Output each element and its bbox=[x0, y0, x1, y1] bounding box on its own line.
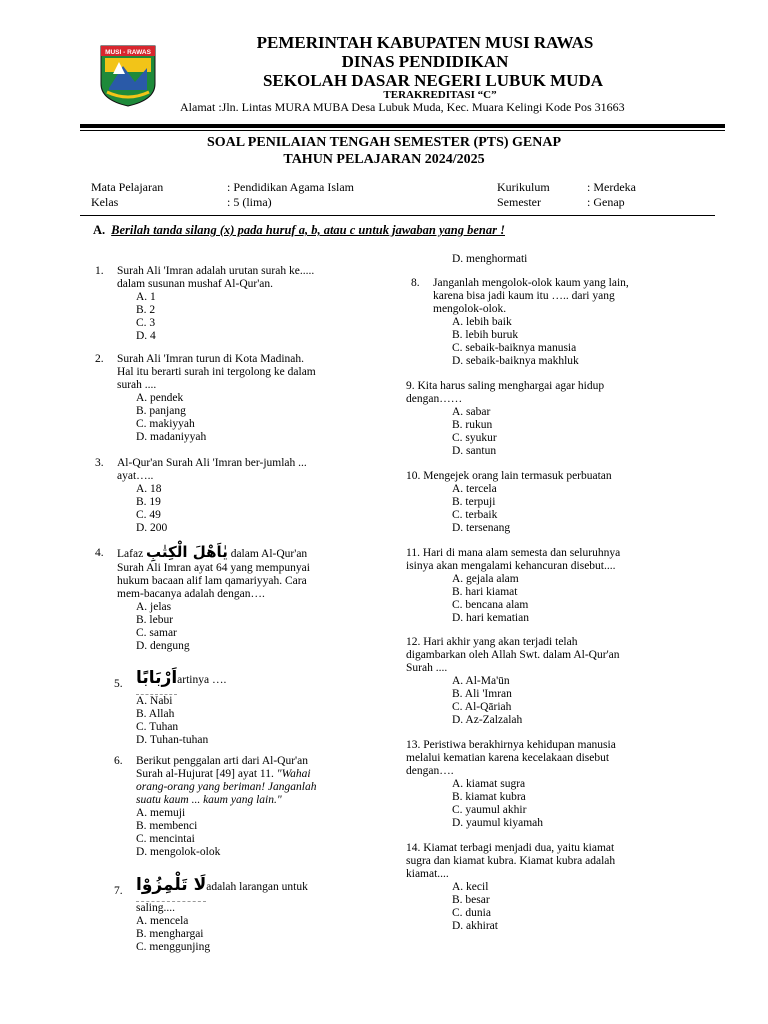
option-a[interactable]: A. jelas bbox=[136, 601, 172, 613]
arabic-text: اَرْبَابًا bbox=[136, 668, 178, 688]
option-c[interactable]: C. yaumul akhir bbox=[452, 804, 527, 816]
option-b[interactable]: B. hari kiamat bbox=[452, 586, 518, 598]
option-a[interactable]: A. kecil bbox=[452, 881, 489, 893]
header-department: DINAS PENDIDIKAN bbox=[341, 52, 509, 71]
question-text: Surah Ali 'Imran turun di Kota Madinah. bbox=[117, 353, 304, 365]
question-text: 12. Hari akhir yang akan terjadi telah bbox=[406, 636, 578, 648]
question-text: saling.... bbox=[136, 902, 175, 914]
question-number: 4. bbox=[95, 547, 104, 559]
question-text: dalam Al-Qur'an bbox=[230, 548, 308, 560]
option-b[interactable]: B. menghargai bbox=[136, 928, 204, 940]
option-c[interactable]: C. dunia bbox=[452, 907, 491, 919]
question-number: 7. bbox=[114, 885, 123, 897]
semester-label: Semester bbox=[497, 195, 541, 209]
question-text: Surah Ali Imran ayat 64 yang mempunyai bbox=[117, 562, 310, 574]
option-c[interactable]: C. 3 bbox=[136, 317, 156, 329]
option-c[interactable]: C. syukur bbox=[452, 432, 497, 444]
option-b[interactable]: B. membenci bbox=[136, 820, 198, 832]
option-b[interactable]: B. kiamat kubra bbox=[452, 791, 526, 803]
question-text: sugra dan kiamat kubra. Kiamat kubra adalah bbox=[406, 855, 616, 867]
question-text: surah .... bbox=[117, 379, 157, 391]
option-d[interactable]: D. madaniyyah bbox=[136, 431, 207, 443]
question-text: dengan…… bbox=[406, 393, 463, 405]
school-logo bbox=[99, 44, 157, 108]
question-text: 9. Kita harus saling menghargai agar hidup bbox=[406, 380, 605, 392]
question-text: mem-bacanya adalah dengan…. bbox=[117, 588, 265, 600]
question-text: isinya akan mengalami kehancuran disebut.... bbox=[406, 560, 616, 572]
quote-text: "Wahai bbox=[276, 768, 311, 780]
option-d[interactable]: D. dengung bbox=[136, 640, 190, 652]
question-text: Surah al-Hujurat [49] ayat 11. bbox=[136, 768, 274, 780]
question-text: kiamat.... bbox=[406, 868, 449, 880]
option-c[interactable]: C. menggunjing bbox=[136, 941, 211, 953]
option-a[interactable]: A. kiamat sugra bbox=[452, 778, 526, 790]
semester-value: : Genap bbox=[587, 195, 625, 209]
option-c[interactable]: C. bencana alam bbox=[452, 599, 529, 611]
logo-text: MUSI - RAWAS bbox=[105, 49, 151, 56]
question-text: Janganlah mengolok-olok kaum yang lain, bbox=[433, 277, 629, 289]
option-c[interactable]: C. mencintai bbox=[136, 833, 195, 845]
question-text: Berikut penggalan arti dari Al-Qur'an bbox=[136, 755, 308, 767]
option-c[interactable]: C. Tuhan bbox=[136, 721, 179, 733]
curriculum-value: : Merdeka bbox=[587, 180, 636, 194]
exam-title: SOAL PENILAIAN TENGAH SEMESTER (PTS) GENAP bbox=[206, 135, 562, 150]
header-accreditation: TERAKREDITASI “C” bbox=[383, 89, 497, 101]
option-b[interactable]: B. lebih buruk bbox=[452, 329, 519, 341]
question-text: Surah .... bbox=[406, 662, 448, 674]
header-school-name: SEKOLAH DASAR NEGERI LUBUK MUDA bbox=[262, 71, 604, 90]
option-c[interactable]: C. sebaik-baiknya manusia bbox=[452, 342, 577, 354]
question-number: 2. bbox=[95, 353, 104, 365]
option-d[interactable]: D. 4 bbox=[136, 330, 156, 342]
question-14 bbox=[406, 842, 706, 933]
question-text: ayat….. bbox=[117, 470, 154, 482]
question-number: 6. bbox=[114, 755, 123, 767]
option-a[interactable]: A. Al-Ma'ūn bbox=[452, 675, 510, 687]
arabic-text: يٰاَهْلَ الْكِتٰبِ bbox=[146, 543, 228, 561]
header-address: Alamat :Jln. Lintas MURA MUBA Desa Lubuk Muda, Kec. Muara Kelingi Kode Pos 31663 bbox=[180, 100, 625, 114]
info-divider bbox=[80, 215, 715, 216]
option-a[interactable]: A. lebih baik bbox=[452, 316, 512, 328]
option-d[interactable]: D. yaumul kiyamah bbox=[452, 817, 544, 829]
curriculum-label: Kurikulum bbox=[497, 180, 550, 194]
instruction bbox=[93, 223, 505, 238]
question-11 bbox=[406, 547, 706, 625]
option-a[interactable]: A. 18 bbox=[136, 483, 162, 495]
question-9 bbox=[406, 380, 706, 458]
question-number: 1. bbox=[95, 265, 104, 277]
quote-text: orang-orang yang beriman! Janganlah bbox=[136, 781, 317, 793]
instruction-text: Berilah tanda silang (x) pada huruf a, b, atau c untuk jawaban yang benar ! bbox=[111, 223, 505, 237]
instruction-letter: A. bbox=[93, 223, 106, 237]
option-b[interactable]: B. 2 bbox=[136, 304, 156, 316]
header-government: PEMERINTAH KABUPATEN MUSI RAWAS bbox=[256, 33, 594, 52]
exam-year: TAHUN PELAJARAN 2024/2025 bbox=[283, 152, 485, 167]
option-d[interactable]: D. tersenang bbox=[452, 522, 511, 534]
option-d[interactable]: D. menghormati bbox=[452, 253, 528, 265]
class-value: : 5 (lima) bbox=[227, 195, 272, 209]
option-c[interactable]: C. makiyyah bbox=[136, 418, 195, 430]
question-text: digambarkan oleh Allah Swt. dalam Al-Qur'an bbox=[406, 649, 620, 661]
option-a[interactable]: A. tercela bbox=[452, 483, 497, 495]
question-12 bbox=[406, 636, 706, 727]
option-a[interactable]: A. pendek bbox=[136, 392, 184, 404]
question-text: dalam susunan mushaf Al-Qur'an. bbox=[117, 278, 274, 290]
header-divider-thick bbox=[80, 124, 725, 128]
option-d[interactable]: D. mengolok-olok bbox=[136, 846, 221, 858]
arabic-text: لَا تَلْمِزُوْا bbox=[136, 875, 207, 895]
question-text: mengolok-olok. bbox=[433, 303, 507, 315]
option-b[interactable]: B. terpuji bbox=[452, 496, 496, 508]
option-a[interactable]: A. memuji bbox=[136, 807, 186, 819]
option-b[interactable]: B. rukun bbox=[452, 419, 493, 431]
option-d[interactable]: D. hari kematian bbox=[452, 612, 529, 624]
question-text: 13. Peristiwa berakhirnya kehidupan manusia bbox=[406, 739, 616, 751]
question-text: 14. Kiamat terbagi menjadi dua, yaitu kiamat bbox=[406, 842, 615, 854]
question-text: Hal itu berarti surah ini tergolong ke dalam bbox=[117, 366, 316, 378]
option-b[interactable]: B. panjang bbox=[136, 405, 186, 417]
subject-label: Mata Pelajaran bbox=[91, 180, 164, 194]
option-a[interactable]: A. Nabi bbox=[136, 695, 173, 707]
option-b[interactable]: B. lebur bbox=[136, 614, 174, 626]
question-text: artinya …. bbox=[177, 674, 227, 686]
option-d[interactable]: D. akhirat bbox=[452, 920, 498, 932]
question-text: dengan…. bbox=[406, 765, 454, 777]
option-a[interactable]: A. gejala alam bbox=[452, 573, 519, 585]
option-c[interactable]: C. 49 bbox=[136, 509, 161, 521]
option-a[interactable]: A. 1 bbox=[136, 291, 156, 303]
subject-value: : Pendidikan Agama Islam bbox=[227, 180, 354, 194]
option-d[interactable]: D. Az-Zalzalah bbox=[452, 714, 523, 726]
question-7-option-d-continued bbox=[452, 253, 527, 266]
option-c[interactable]: C. Al-Qāriah bbox=[452, 701, 512, 713]
question-10 bbox=[406, 470, 706, 535]
option-a[interactable]: A. sabar bbox=[452, 406, 491, 418]
option-b[interactable]: B. Allah bbox=[136, 708, 175, 720]
question-text: 10. Mengejek orang lain termasuk perbuatan bbox=[406, 470, 612, 482]
question-number: 5. bbox=[114, 678, 123, 690]
option-c[interactable]: C. samar bbox=[136, 627, 177, 639]
option-b[interactable]: B. 19 bbox=[136, 496, 161, 508]
question-text: melalui kematian karena kecelakaan disebut bbox=[406, 752, 610, 764]
question-number: 8. bbox=[411, 277, 420, 289]
option-d[interactable]: D. santun bbox=[452, 445, 497, 457]
question-number: 3. bbox=[95, 457, 104, 469]
class-label: Kelas bbox=[91, 195, 119, 209]
question-text: 11. Hari di mana alam semesta dan seluruhnya bbox=[406, 547, 621, 559]
option-d[interactable]: D. sebaik-baiknya makhluk bbox=[452, 355, 579, 367]
option-d[interactable]: D. Tuhan-tuhan bbox=[136, 734, 209, 746]
question-text: Surah Ali 'Imran adalah urutan surah ke..... bbox=[117, 265, 315, 277]
option-c[interactable]: C. terbaik bbox=[452, 509, 498, 521]
quote-text: suatu kaum ... kaum yang lain." bbox=[136, 794, 282, 806]
option-b[interactable]: B. Ali 'Imran bbox=[452, 688, 512, 700]
question-text: adalah larangan untuk bbox=[206, 881, 308, 893]
question-text: karena bisa jadi kaum itu ….. dari yang bbox=[433, 290, 615, 302]
option-a[interactable]: A. mencela bbox=[136, 915, 189, 927]
option-b[interactable]: B. besar bbox=[452, 894, 490, 906]
question-text: hukum bacaan alif lam qamariyyah. Cara bbox=[117, 575, 307, 587]
header-divider-thin bbox=[80, 130, 725, 131]
question-13 bbox=[406, 739, 706, 830]
option-d[interactable]: D. 200 bbox=[136, 522, 168, 534]
question-text: Al-Qur'an Surah Ali 'Imran ber-jumlah ... bbox=[117, 457, 307, 469]
question-text: Lafaz bbox=[117, 548, 144, 560]
